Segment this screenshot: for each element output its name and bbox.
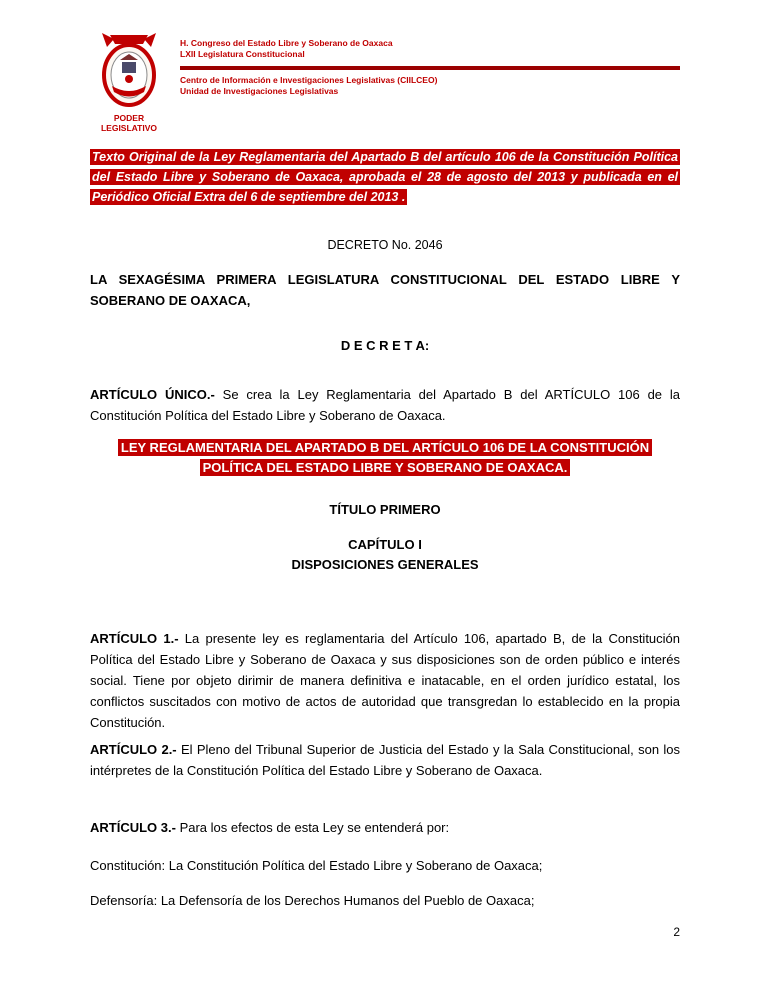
legislatura-heading: LA SEXAGÉSIMA PRIMERA LEGISLATURA CONSTITUCIONAL DEL ESTADO LIBRE Y SOBERANO DE OAXACA,	[90, 272, 680, 308]
letterhead-divider	[180, 66, 680, 70]
articulo-unico-text: Se crea la Ley Reglamentaria del Apartado B del ARTÍCULO 106 de la Constitución Política del Estado Libre y Soberano de Oaxaca.	[90, 387, 680, 423]
articulo-1-text: La presente ley es reglamentaria del Artículo 106, apartado B, de la Constitución Política del Estado Libre y Soberano de Oaxaca y sus disposiciones son de orden público e interés social. Tiene por objeto dirimir de manera definitiva e inatacable, en el orden jurídico estatal, los conflictos suscitados con motivo de actos de autoridad que transgredan lo establecido en la propia Constitución.	[90, 631, 681, 730]
letterhead-subtitle-line-1: Centro de Información e Investigaciones Legislativas (CIILCEO)	[180, 75, 438, 85]
page-number: 2	[673, 925, 680, 939]
articulo-3-label: ARTÍCULO 3.-	[90, 820, 176, 835]
capitulo-heading: CAPÍTULO I	[348, 537, 422, 552]
titulo-primero-heading: TÍTULO PRIMERO	[329, 502, 441, 517]
logo-caption: PODER LEGISLATIVO	[100, 113, 158, 133]
capitulo-heading-block	[90, 535, 680, 575]
letterhead-title-line-2: LXII Legislatura Constitucional	[180, 49, 305, 59]
articulo-unico-paragraph	[90, 384, 680, 426]
ley-title-banner	[90, 438, 680, 478]
disposiciones-heading: DISPOSICIONES GENERALES	[291, 557, 479, 572]
original-text-banner-text: Texto Original de la Ley Reglamentaria del Apartado B del artículo 106 de la Constitución Política del Estado Libre y Soberano de Oaxaca, aprobada el 28 de agosto del 2013 y publicada en el Periódico Oficial Extra del 6 de septiembre del 2013 .	[92, 150, 678, 204]
definicion-constitucion: Constitución: La Constitución Política del Estado Libre y Soberano de Oaxaca;	[90, 858, 543, 873]
articulo-2-label: ARTÍCULO 2.-	[90, 742, 177, 757]
letterhead-text	[180, 30, 680, 97]
letterhead-title-line-1: H. Congreso del Estado Libre y Soberano de Oaxaca	[180, 38, 393, 48]
ley-title-text: LEY REGLAMENTARIA DEL APARTADO B DEL ARTÍCULO 106 DE LA CONSTITUCIÓN POLÍTICA DEL ESTADO LIBRE Y SOBERANO DE OAXACA.	[118, 439, 652, 476]
articulo-3-paragraph	[90, 817, 680, 838]
definicion-defensoria: Defensoría: La Defensoría de los Derechos Humanos del Pueblo de Oaxaca;	[90, 893, 535, 908]
articulo-2-paragraph	[90, 739, 680, 781]
logo-column	[90, 30, 168, 133]
letterhead	[90, 30, 680, 133]
articulo-3-text: Para los efectos de esta Ley se entenderá por:	[175, 820, 450, 835]
articulo-1-label: ARTÍCULO 1.-	[90, 631, 179, 646]
articulo-2-text: El Pleno del Tribunal Superior de Justicia del Estado y la Sala Constitucional, son los intérpretes de la Constitución Política del Estado Libre y Soberano de Oaxaca.	[90, 742, 680, 778]
congress-crest-icon	[98, 30, 160, 110]
articulo-1-paragraph	[90, 628, 680, 733]
decreto-number: DECRETO No. 2046	[327, 238, 443, 252]
decreta-heading: D E C R E T A:	[340, 338, 430, 353]
letterhead-subtitle-line-2: Unidad de Investigaciones Legislativas	[180, 86, 339, 96]
original-text-banner	[90, 147, 680, 207]
articulo-unico-label: ARTÍCULO ÚNICO.-	[90, 387, 215, 402]
